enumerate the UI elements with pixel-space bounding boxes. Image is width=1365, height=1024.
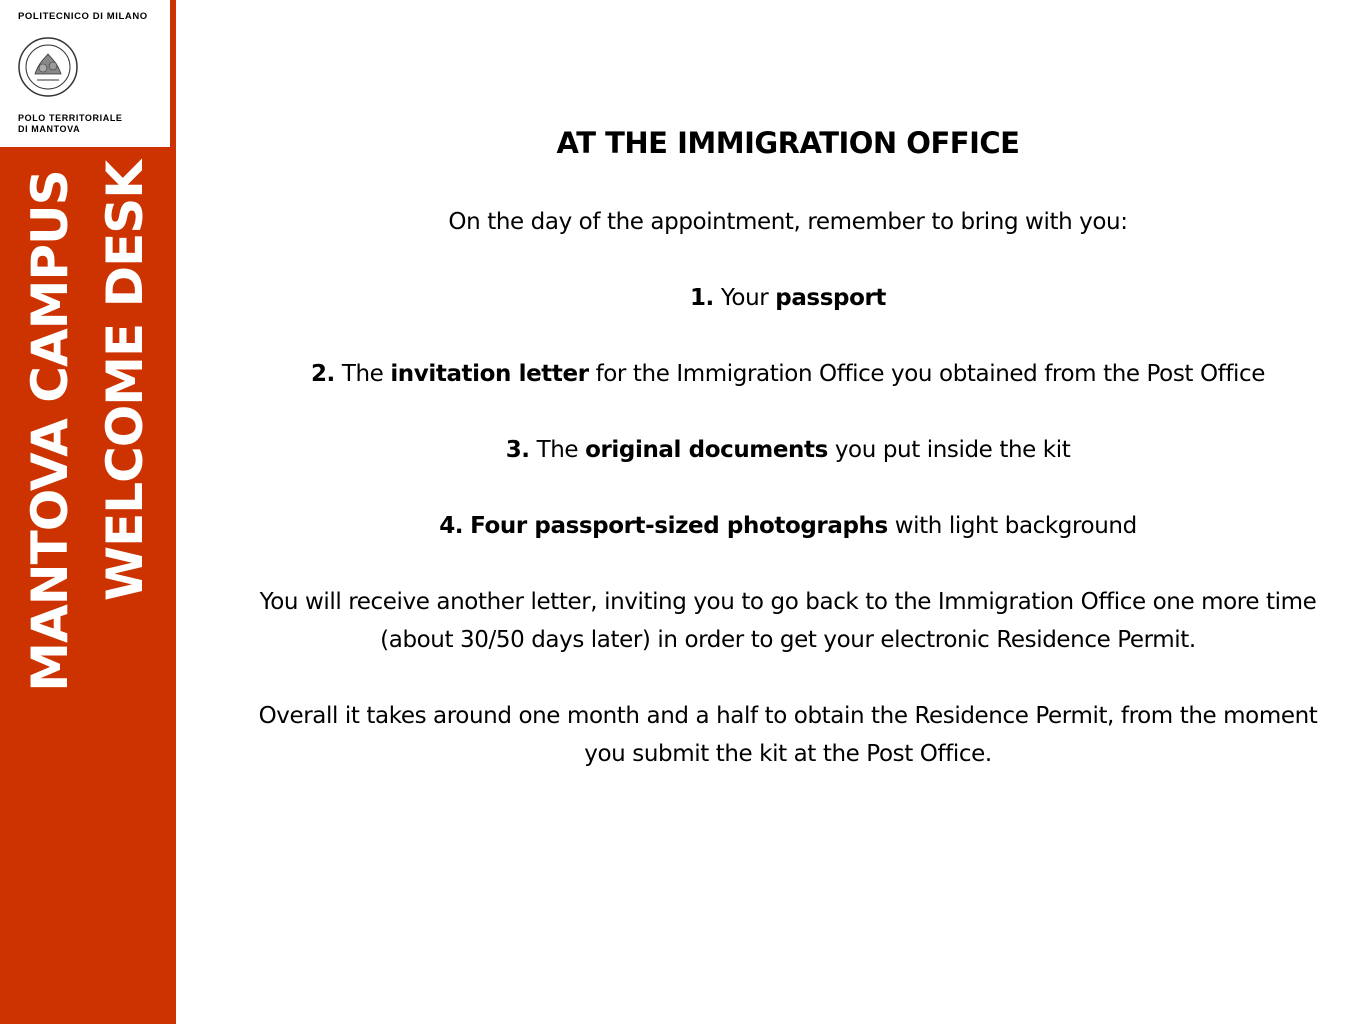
- item-suffix: with light background: [894, 513, 1137, 539]
- vertical-title-welcome-desk: WELCOME DESK: [96, 160, 154, 602]
- vertical-title-mantova-campus: MANTOVA CAMPUS: [21, 170, 79, 692]
- item-number: 3.: [505, 437, 530, 463]
- item-keyword: passport: [775, 285, 887, 311]
- list-item: [240, 279, 1336, 317]
- item-prefix: The: [536, 437, 579, 463]
- item-number: 1.: [689, 285, 714, 311]
- page-title: AT THE IMMIGRATION OFFICE: [556, 126, 1020, 160]
- item-keyword: original documents: [585, 437, 828, 463]
- university-name: POLITECNICO DI MILANO: [18, 11, 148, 22]
- logo-divider: [170, 0, 176, 150]
- item-number: 2.: [310, 361, 335, 387]
- sidebar: [0, 0, 176, 1024]
- item-keyword: invitation letter: [390, 361, 589, 387]
- item-prefix: Your: [720, 285, 769, 311]
- university-seal-icon: [17, 36, 79, 98]
- note-residence-permit-letter: You will receive another letter, inviting you to go back to the Immigration Office one more time (about 30/50 days later) in order to get your electronic Residence Permit.: [259, 589, 1317, 653]
- item-number: 4.: [439, 513, 464, 539]
- item-prefix: The: [341, 361, 384, 387]
- intro-text: On the day of the appointment, remember to bring with you:: [448, 209, 1128, 235]
- campus-line-2: DI MANTOVA: [18, 124, 81, 134]
- item-suffix: for the Immigration Office you obtained from the Post Office: [595, 361, 1266, 387]
- campus-line-1: POLO TERRITORIALE: [18, 113, 123, 123]
- list-item: [240, 431, 1336, 469]
- item-keyword: Four passport-sized photographs: [470, 513, 888, 539]
- list-item: [240, 507, 1336, 545]
- list-item: [240, 355, 1336, 393]
- note-processing-time: Overall it takes around one month and a half to obtain the Residence Permit, from the moment you submit the kit at the Post Office.: [258, 703, 1318, 767]
- item-suffix: you put inside the kit: [834, 437, 1071, 463]
- main-content: [240, 124, 1336, 811]
